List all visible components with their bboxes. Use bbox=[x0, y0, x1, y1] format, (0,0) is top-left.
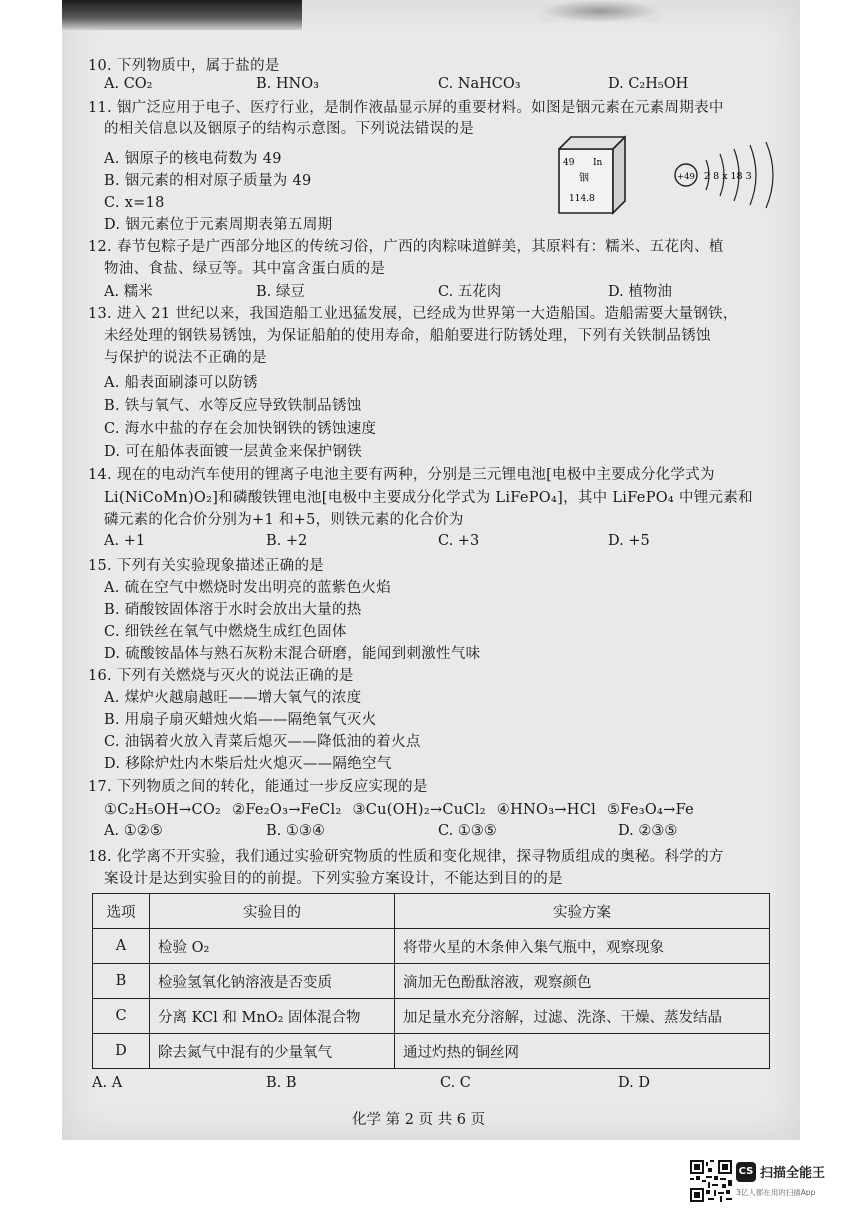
q14-option-b: B. +2 bbox=[266, 533, 308, 549]
q13-option-a: A. 船表面刷漆可以防锈 bbox=[104, 375, 258, 391]
q17-stem: 17. 下列物质之间的转化，能通过一步反应实现的是 bbox=[88, 779, 428, 795]
q11-stem-line2: 的相关信息以及铟原子的结构示意图。下列说法错误的是 bbox=[104, 121, 474, 137]
q10-option-d: D. C₂H₅OH bbox=[608, 76, 689, 92]
nucleus-charge: +49 bbox=[677, 172, 695, 182]
q15-option-b: B. 硝酸铵固体溶于水时会放出大量的热 bbox=[104, 602, 362, 618]
table-row bbox=[93, 1034, 770, 1069]
page-footer: 化学 第 2 页 共 6 页 bbox=[352, 1112, 486, 1128]
brand-name: 扫描全能王 bbox=[760, 1166, 826, 1181]
q11-option-b: B. 铟元素的相对原子质量为 49 bbox=[104, 173, 312, 189]
table-cell: 滴加无色酚酞溶液，观察颜色 bbox=[395, 964, 770, 999]
q17-option-a: A. ①②⑤ bbox=[104, 823, 163, 839]
q17-option-d: D. ②③⑤ bbox=[618, 823, 678, 839]
q11-option-c: C. x=18 bbox=[104, 195, 165, 211]
scanner-watermark bbox=[690, 1160, 850, 1205]
q16-option-a: A. 煤炉火越扇越旺——增大氧气的浓度 bbox=[104, 690, 362, 706]
q18-stem-line1: 18. 化学离不开实验，我们通过实验研究物质的性质和变化规律，探寻物质组成的奥秘。科学的方 bbox=[88, 849, 724, 865]
q10-option-b: B. HNO₃ bbox=[256, 76, 319, 92]
table-cell: 检验 O₂ bbox=[150, 929, 395, 964]
q10-stem: 10. 下列物质中，属于盐的是 bbox=[88, 58, 280, 74]
scan-shadow bbox=[62, 0, 302, 30]
q10-option-a: A. CO₂ bbox=[104, 76, 153, 92]
q14-option-d: D. +5 bbox=[608, 533, 650, 549]
q14-stem-line3: 磷元素的化合价分别为+1 和+5，则铁元素的化合价为 bbox=[104, 512, 464, 528]
atomic-structure-diagram bbox=[672, 140, 792, 210]
table-header-cell: 实验方案 bbox=[395, 894, 770, 929]
q18-option-a: A. A bbox=[92, 1075, 123, 1091]
table-cell: 除去氮气中混有的少量氧气 bbox=[150, 1034, 395, 1069]
table-cell: C bbox=[93, 999, 150, 1034]
q15-option-d: D. 硫酸铵晶体与熟石灰粉末混合研磨，能闻到刺激性气味 bbox=[104, 646, 481, 662]
q17-option-b: B. ①③④ bbox=[266, 823, 325, 839]
q15-stem: 15. 下列有关实验现象描述正确的是 bbox=[88, 558, 325, 574]
element-name: 铟 bbox=[579, 173, 589, 184]
table-cell: 将带火星的木条伸入集气瓶中，观察现象 bbox=[395, 929, 770, 964]
q14-option-c: C. +3 bbox=[438, 533, 480, 549]
q13-stem-line2: 未经处理的钢铁易锈蚀，为保证船舶的使用寿命，船舶要进行防锈处理，下列有关铁制品锈蚀 bbox=[104, 328, 711, 344]
table-row bbox=[93, 964, 770, 999]
table-cell: 分离 KCl 和 MnO₂ 固体混合物 bbox=[150, 999, 395, 1034]
table-row bbox=[93, 999, 770, 1034]
atomic-number: 49 bbox=[563, 158, 575, 168]
brand-tagline: 3亿人都在用的扫描App bbox=[736, 1188, 816, 1197]
q16-option-b: B. 用扇子扇灭蜡烛火焰——隔绝氧气灭火 bbox=[104, 712, 377, 728]
table-cell: A bbox=[93, 929, 150, 964]
q11-option-d: D. 铟元素位于元素周期表第五周期 bbox=[104, 217, 333, 233]
q17-conversion-list: ①C₂H₅OH→CO₂ ②Fe₂O₃→FeCl₂ ③Cu(OH)₂→CuCl₂ ④HNO₃→HCl ⑤Fe₃O₄→Fe bbox=[104, 802, 695, 818]
electron-shells: 2 8 x 18 3 bbox=[704, 171, 752, 182]
table-row bbox=[93, 929, 770, 964]
table-header-row bbox=[93, 894, 770, 929]
q15-option-c: C. 细铁丝在氧气中燃烧生成红色固体 bbox=[104, 624, 347, 640]
q13-option-c: C. 海水中盐的存在会加快钢铁的锈蚀速度 bbox=[104, 421, 377, 437]
table-header-cell: 选项 bbox=[93, 894, 150, 929]
experiment-table bbox=[92, 893, 770, 1069]
q17-option-c: C. ①③⑤ bbox=[438, 823, 497, 839]
qr-code-icon bbox=[690, 1160, 732, 1202]
element-symbol: In bbox=[593, 158, 603, 168]
camscanner-logo-icon: CS bbox=[736, 1162, 756, 1182]
scan-shadow bbox=[540, 0, 660, 22]
table-cell: B bbox=[93, 964, 150, 999]
q18-stem-line2: 案设计是达到实验目的的前提。下列实验方案设计，不能达到目的的是 bbox=[104, 871, 563, 887]
q12-option-d: D. 植物油 bbox=[608, 284, 672, 300]
q18-option-d: D. D bbox=[618, 1075, 650, 1091]
q10-option-c: C. NaHCO₃ bbox=[438, 76, 521, 92]
table-cell: D bbox=[93, 1034, 150, 1069]
q14-stem-line1: 14. 现在的电动汽车使用的锂离子电池主要有两种，分别是三元锂电池[电极中主要成分化学式为 bbox=[88, 467, 715, 483]
q16-option-d: D. 移除炉灶内木柴后灶火熄灭——隔绝空气 bbox=[104, 756, 392, 772]
q12-stem-line2: 物油、食盐、绿豆等。其中富含蛋白质的是 bbox=[104, 261, 386, 277]
q14-option-a: A. +1 bbox=[104, 533, 146, 549]
q11-stem-line1: 11. 铟广泛应用于电子、医疗行业，是制作液晶显示屏的重要材料。如图是铟元素在元素周期表中 bbox=[88, 100, 724, 116]
q12-option-a: A. 糯米 bbox=[104, 284, 153, 300]
q15-option-a: A. 硫在空气中燃烧时发出明亮的蓝紫色火焰 bbox=[104, 580, 391, 596]
q13-option-d: D. 可在船体表面镀一层黄金来保护钢铁 bbox=[104, 444, 363, 460]
q12-option-c: C. 五花肉 bbox=[438, 284, 502, 300]
q16-stem: 16. 下列有关燃烧与灭火的说法正确的是 bbox=[88, 668, 354, 684]
q12-stem-line1: 12. 春节包粽子是广西部分地区的传统习俗，广西的肉粽味道鲜美，其原料有：糯米、五花肉、植 bbox=[88, 239, 724, 255]
table-cell: 加足量水充分溶解，过滤、洗涤、干燥、蒸发结晶 bbox=[395, 999, 770, 1034]
q12-option-b: B. 绿豆 bbox=[256, 284, 305, 300]
periodic-table-cell bbox=[558, 135, 626, 215]
table-cell: 通过灼热的铜丝网 bbox=[395, 1034, 770, 1069]
q16-option-c: C. 油锅着火放入青菜后熄灭——降低油的着火点 bbox=[104, 734, 421, 750]
q11-option-a: A. 铟原子的核电荷数为 49 bbox=[104, 151, 282, 167]
q18-option-c: C. C bbox=[440, 1075, 471, 1091]
q14-stem-line2: Li(NiCoMn)O₂]和磷酸铁锂电池[电极中主要成分化学式为 LiFePO₄]，其中 LiFePO₄ 中锂元素和 bbox=[104, 490, 753, 506]
table-header-cell: 实验目的 bbox=[150, 894, 395, 929]
q18-option-b: B. B bbox=[266, 1075, 297, 1091]
q13-stem-line1: 13. 进入 21 世纪以来，我国造船工业迅猛发展，已经成为世界第一大造船国。造船需要大量钢铁， bbox=[88, 306, 738, 322]
q13-stem-line3: 与保护的说法不正确的是 bbox=[104, 350, 267, 366]
atomic-mass: 114.8 bbox=[569, 194, 595, 204]
q13-option-b: B. 铁与氧气、水等反应导致铁制品锈蚀 bbox=[104, 398, 362, 414]
table-cell: 检验氢氧化钠溶液是否变质 bbox=[150, 964, 395, 999]
